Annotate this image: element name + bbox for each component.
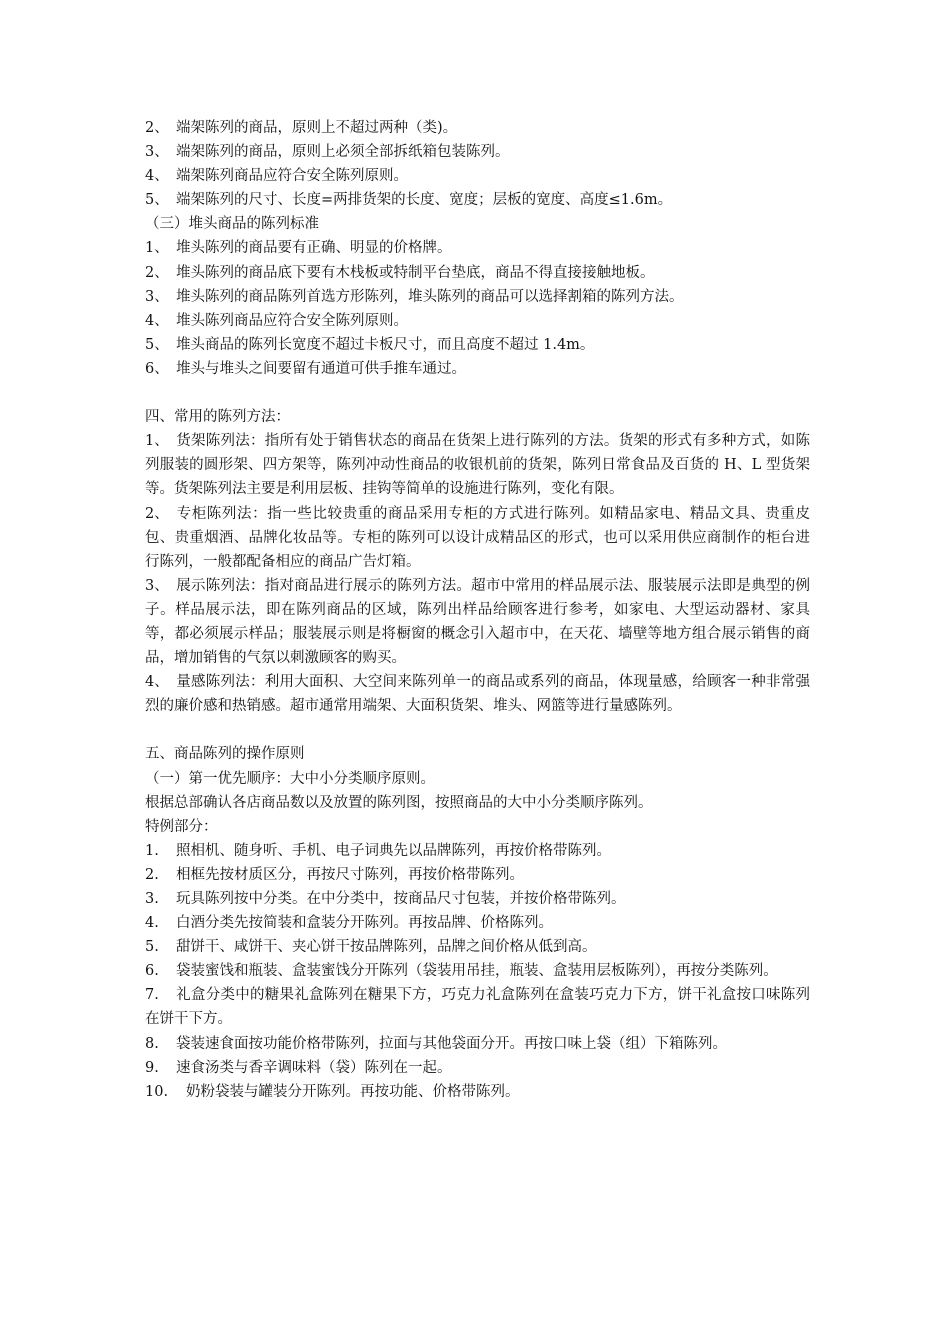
- subheading-priority-order: （一）第一优先顺序：大中小分类顺序原则。: [145, 770, 435, 787]
- list-item: 4、 端架陈列商品应符合安全陈列原则。: [145, 168, 408, 185]
- list-item: 1、 堆头陈列的商品要有正确、明显的价格牌。: [145, 240, 452, 257]
- list-item: 6、 堆头与堆头之间要留有通道可供手推车通过。: [145, 360, 466, 377]
- section-heading-4: 四、常用的陈列方法：: [145, 409, 290, 426]
- list-item: 2. 相框先按材质区分，再按尺寸陈列，再按价格带陈列。: [145, 866, 524, 883]
- list-item: 5、 端架陈列的尺寸、长度=两排货架的长度、宽度；层板的宽度、高度≤1.6m。: [145, 192, 673, 209]
- list-item: 9. 速食汤类与香辛调味料（袋）陈列在一起。: [145, 1059, 452, 1076]
- list-item: 5、 堆头商品的陈列长宽度不超过卡板尺寸，而且高度不超过 1.4m。: [145, 336, 595, 353]
- list-item: 4. 白酒分类先按简装和盒装分开陈列。再按品牌、价格陈列。: [145, 915, 553, 932]
- intro-text: 根据总部确认各店商品数以及放置的陈列图，按照商品的大中小分类顺序陈列。: [145, 794, 653, 811]
- list-item: 7. 礼盒分类中的糖果礼盒陈列在糖果下方，巧克力礼盒陈列在盒装巧克力下方，饼干礼盒按口味陈列在饼干下方。: [145, 987, 810, 1028]
- method-paragraph: 4、 量感陈列法：利用大面积、大空间来陈列单一的商品或系列的商品，体现量感，给顾客一种非常强烈的廉价感和热销感。超市通常用端架、大面积货架、堆头、网篮等进行量感陈列。: [145, 674, 810, 715]
- method-paragraph: 1、 货架陈列法：指所有处于销售状态的商品在货架上进行陈列的方法。货架的形式有多种方式，如陈列服装的圆形架、四方架等，陈列冲动性商品的收银机前的货架，陈列日常食品及百货的 H、L 型货架等。货架陈列法主要是利用层板、挂钩等简单的设施进行陈列，变化有限。: [145, 433, 810, 498]
- list-item: 1. 照相机、随身听、手机、电子词典先以品牌陈列，再按价格带陈列。: [145, 842, 611, 859]
- list-item: 2、 端架陈列的商品，原则上不超过两种（类)。: [145, 120, 458, 136]
- method-paragraph: 2、 专柜陈列法：指一些比较贵重的商品采用专柜的方式进行陈列。如精品家电、精品文具、贵重皮包、贵重烟酒、品牌化妆品等。专柜的陈列可以设计成精品区的形式，也可以采用供应商制作的柜台进行陈列，一般都配备相应的商品广告灯箱。: [145, 505, 810, 570]
- section-heading-5: 五、商品陈列的操作原则: [145, 746, 305, 763]
- list-item: 6. 袋装蜜饯和瓶装、盒装蜜饯分开陈列（袋装用吊挂，瓶装、盒装用层板陈列），再按分类陈列。: [145, 963, 778, 980]
- list-item: 10. 奶粉袋装与罐装分开陈列。再按功能、价格带陈列。: [145, 1083, 520, 1100]
- list-item: 4、 堆头陈列商品应符合安全陈列原则。: [145, 312, 408, 329]
- method-paragraph: 3、 展示陈列法：指对商品进行展示的陈列方法。超市中常用的样品展示法、服装展示法即是典型的例子。样品展示法，即在陈列商品的区域，陈列出样品给顾客进行参考，如家电、大型运动器材、家具等，都必须展示样品；服装展示则是将橱窗的概念引入超市中，在天花、墙壁等地方组合展示销售的商品，增加销售的气氛以刺激顾客的购买。: [145, 577, 810, 667]
- list-item: 3. 玩具陈列按中分类。在中分类中，按商品尺寸包装，并按价格带陈列。: [145, 891, 626, 907]
- subheading-stack-standards: （三）堆头商品的陈列标准: [145, 216, 319, 233]
- list-item: 5. 甜饼干、咸饼干、夹心饼干按品牌陈列，品牌之间价格从低到高。: [145, 939, 597, 956]
- spacer: [145, 718, 810, 742]
- list-item: 3、 堆头陈列的商品陈列首选方形陈列，堆头陈列的商品可以选择割箱的陈列方法。: [145, 288, 684, 305]
- list-item: 8. 袋装速食面按功能价格带陈列，拉面与其他袋面分开。再按口味上袋（组）下箱陈列。: [145, 1035, 727, 1052]
- document-body: [145, 116, 810, 1104]
- special-cases-label: 特例部分：: [145, 818, 218, 835]
- list-item: 2、 堆头陈列的商品底下要有木栈板或特制平台垫底，商品不得直接接触地板。: [145, 264, 655, 281]
- list-item: 3、 端架陈列的商品，原则上必须全部拆纸箱包装陈列。: [145, 144, 510, 161]
- spacer: [145, 381, 810, 405]
